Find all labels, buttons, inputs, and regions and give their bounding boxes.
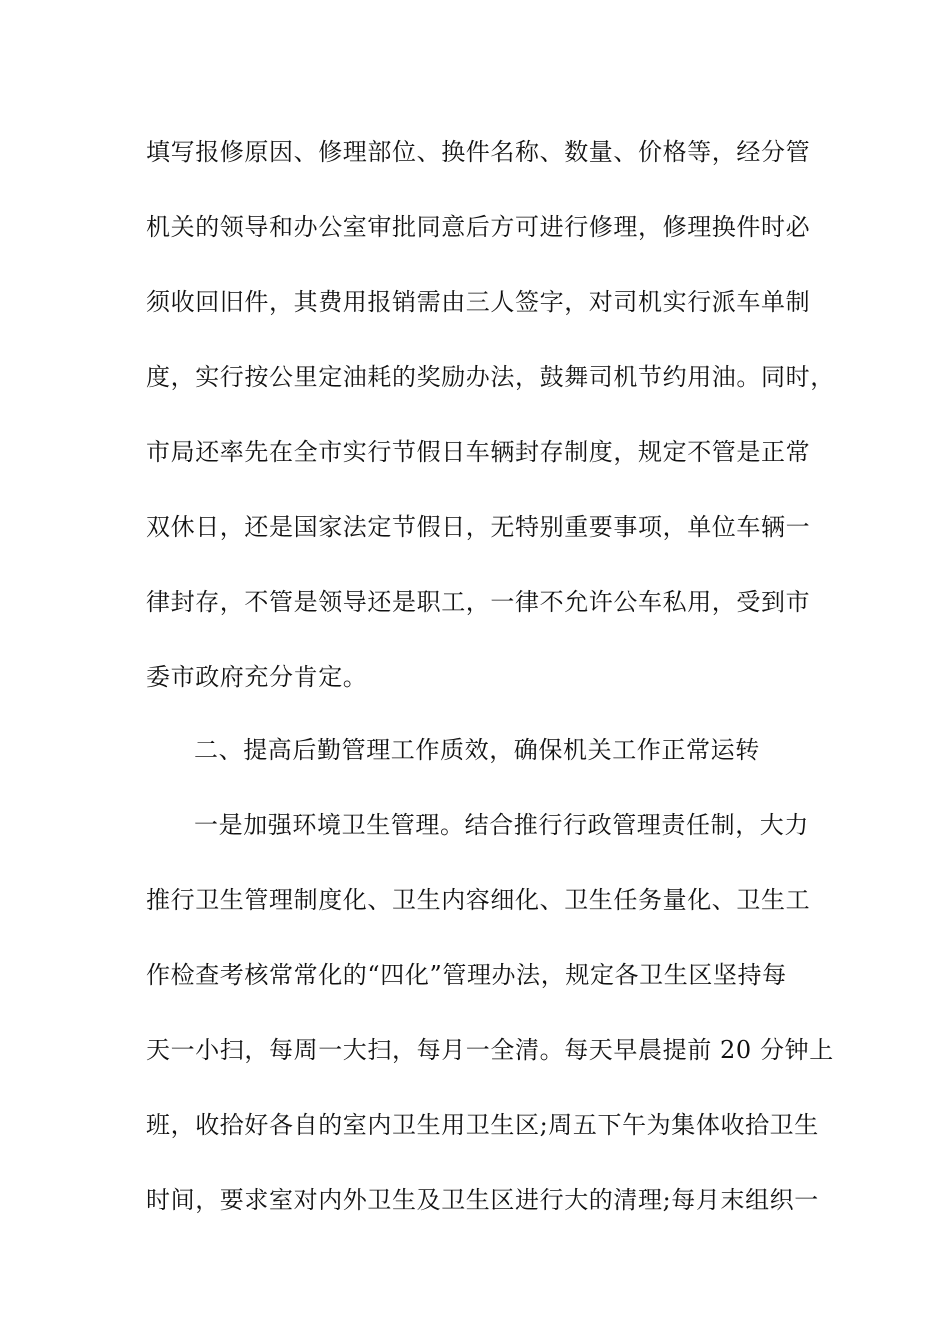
body-text-line: 委市政府充分肯定。 — [146, 663, 368, 691]
body-text-line: 作检查考核常常化的“四化”管理办法，规定各卫生区坚持每 — [146, 961, 787, 989]
body-text-line: 天一小扫，每周一大扫，每月一全清。每天早晨提前 20 分钟上 — [146, 1036, 834, 1064]
body-text-line: 机关的领导和办公室审批同意后方可进行修理，修理换件时必 — [146, 213, 811, 241]
paragraph-first-line: 一是加强环境卫生管理。结合推行行政管理责任制，大力 — [194, 811, 809, 839]
body-text-line: 推行卫生管理制度化、卫生内容细化、卫生任务量化、卫生工 — [146, 886, 811, 914]
body-text-line: 填写报修原因、修理部位、换件名称、数量、价格等，经分管 — [146, 138, 811, 166]
body-text-line: 双休日，还是国家法定节假日，无特别重要事项，单位车辆一 — [146, 513, 811, 541]
body-text-line: 班，收拾好各自的室内卫生用卫生区;周五下午为集体收拾卫生 — [146, 1111, 819, 1139]
body-text-line: 市局还率先在全市实行节假日车辆封存制度，规定不管是正常 — [146, 438, 811, 466]
section-heading: 二、提高后勤管理工作质效，确保机关工作正常运转 — [194, 736, 760, 764]
body-text-line: 度，实行按公里定油耗的奖励办法，鼓舞司机节约用油。同时， — [146, 363, 835, 391]
body-text-line: 律封存，不管是领导还是职工，一律不允许公车私用，受到市 — [146, 588, 811, 616]
body-text-line: 时间，要求室对内外卫生及卫生区进行大的清理;每月末组织一 — [146, 1186, 819, 1214]
body-text-line: 须收回旧件，其费用报销需由三人签字，对司机实行派车单制 — [146, 288, 811, 316]
